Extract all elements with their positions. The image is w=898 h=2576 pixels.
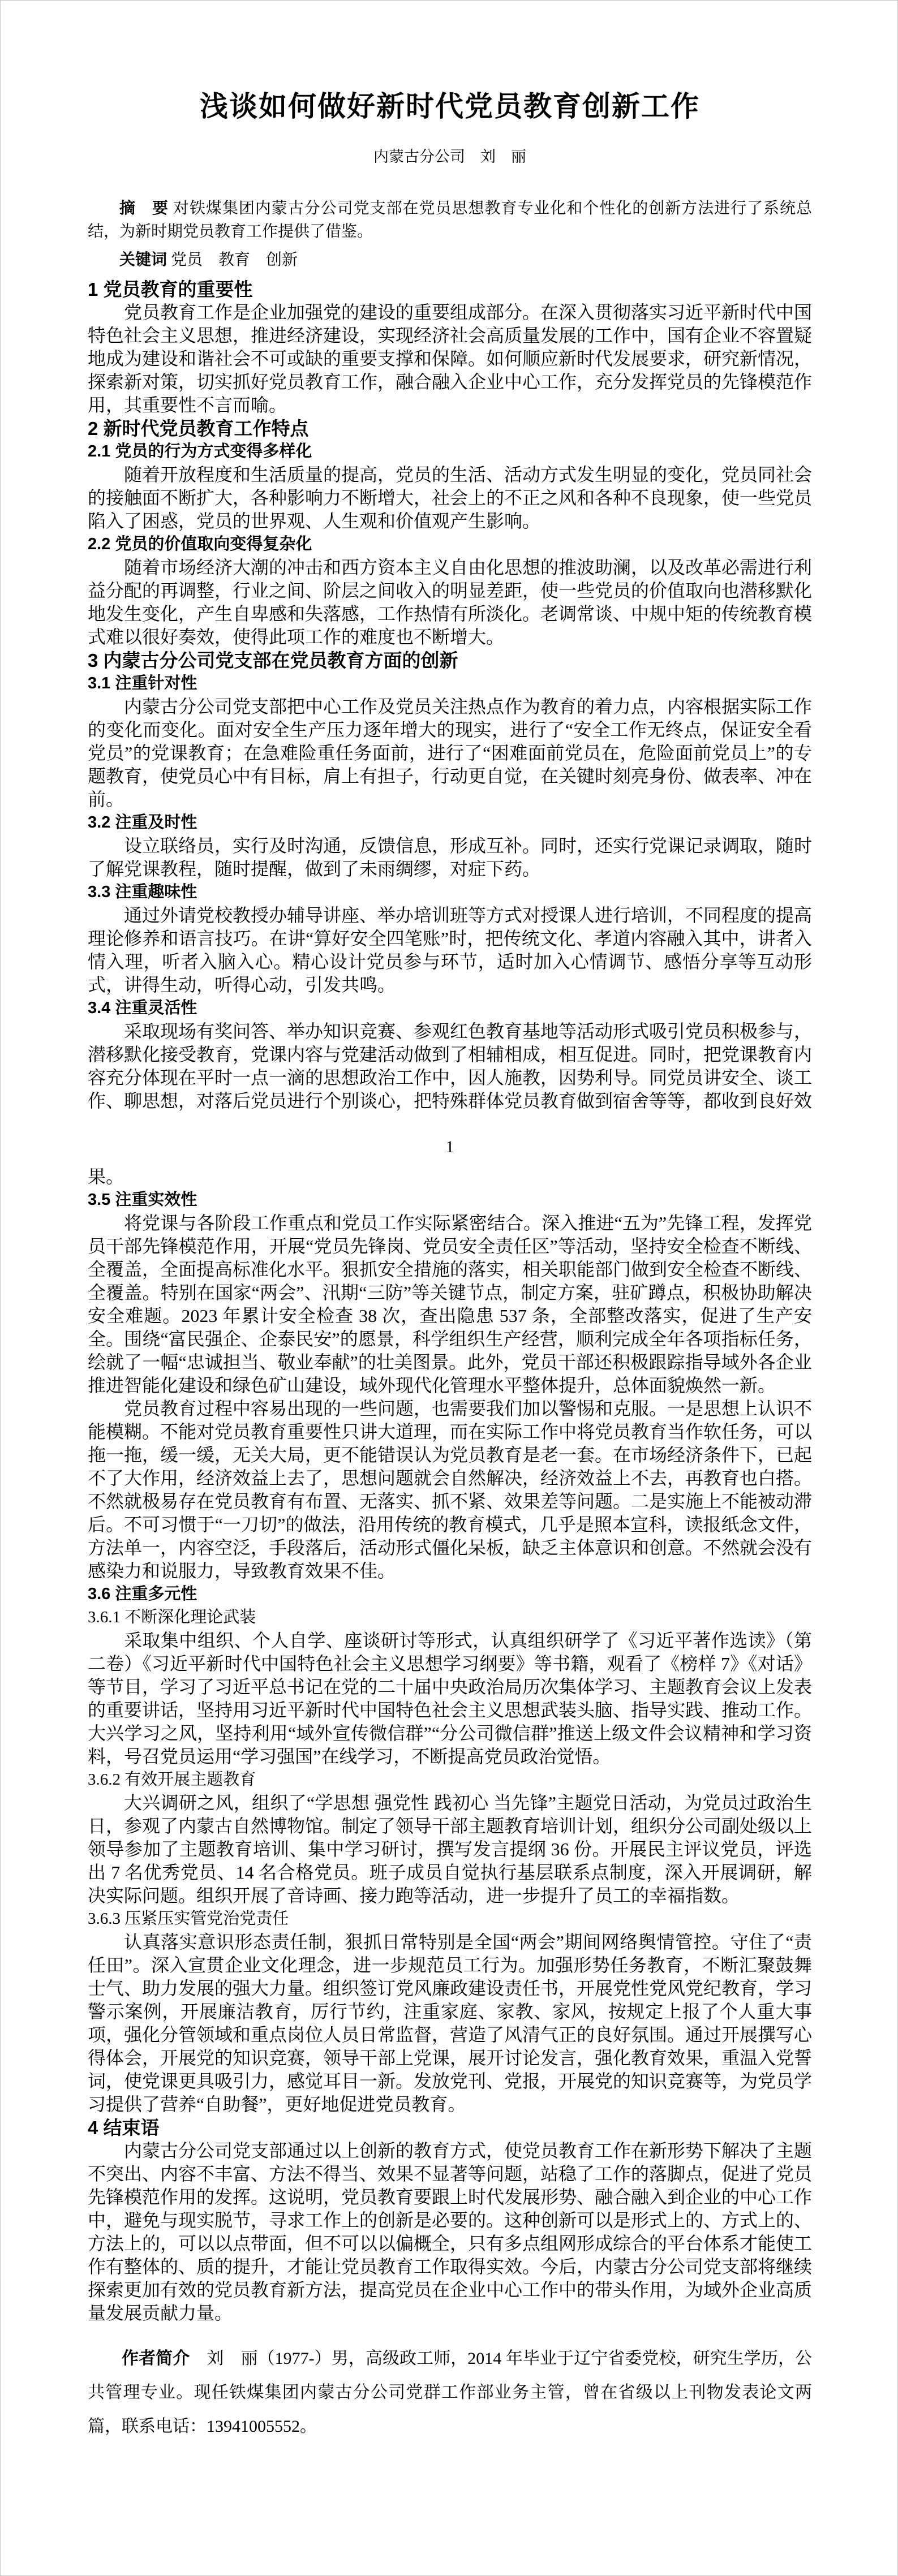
keywords: [88, 248, 812, 272]
page-number: 1: [445, 1138, 454, 1156]
section-heading: 2 新时代党员教育工作特点: [88, 418, 309, 439]
author-bio-label: 作者简介: [122, 2349, 190, 2368]
body-paragraph: 随着开放程度和生活质量的提高，党员的生活、活动方式发生明显的变化，党员同社会的接触面不断扩大，各种影响力不断增大，社会上的不正之风和各种不良现象，使一些党员陷入了困惑，党员的世界观、人生观和价值观产生影响。: [88, 464, 813, 531]
section-heading: 3 内蒙古分公司党支部在党员教育方面的创新: [88, 650, 458, 671]
subsubsection-heading: 3.6.3 压紧压实管党治党责任: [88, 1910, 289, 1928]
keywords-text: 党员 教育 创新: [171, 251, 298, 269]
subsubsection-heading: 3.6.1 不断深化理论武装: [88, 1608, 256, 1626]
body-paragraph: 通过外请党校教授办辅导讲座、举办培训班等方式对授课人进行培训，不同程度的提高理论修养和语言技巧。在讲“算好安全四笔账”时，把传统文化、孝道内容融入其中，讲者入情入理，听者入脑入心。精心设计党员参与环节，适时加入心情调节、感悟分享等互动形式，讲得生动，听得心动，引发共鸣。: [88, 905, 813, 995]
document-body: [88, 278, 812, 2444]
body-paragraph: 设立联络员，实行及时沟通，反馈信息，形成互补。同时，还实行党课记录调取，随时了解党课教程，随时提醒，做到了未雨绸缪，对症下药。: [88, 835, 813, 879]
subsection-heading: 2.2 党员的价值取向变得复杂化: [88, 535, 312, 553]
body-paragraph: 内蒙古分公司党支部把中心工作及党员关注热点作为教育的着力点，内容根据实际工作的变化而变化。面对安全生产压力逐年增大的现实，进行了“安全工作无终点，保证安全看党员”的党课教育；在急难险重任务面前，进行了“困难面前党员在，危险面前党员上”的专题教育，使党员心中有目标，肩上有担子，行动更自觉，在关键时刻亮身份、做表率、冲在前。: [88, 696, 813, 809]
section-heading: 1 党员教育的重要性: [88, 279, 253, 300]
body-paragraph-continuation: 果。: [88, 1166, 124, 1187]
subsection-heading: 3.1 注重针对性: [88, 674, 197, 692]
subsection-heading: 3.3 注重趣味性: [88, 883, 197, 901]
subsection-heading: 3.6 注重多元性: [88, 1585, 197, 1603]
body-paragraph: 将党课与各阶段工作重点和党员工作实际紧密结合。深入推进“五为”先锋工程，发挥党员干部先锋模范作用，开展“党员先锋岗、党员安全责任区”等活动，坚持安全检查不断线、全覆盖，全面提高标准化水平。狠抓安全措施的落实，相关职能部门做到安全检查不断线、全覆盖。特别在国家“两会”、汛期“三防”等关键节点，制定方案，驻矿蹲点，积极协助解决安全难题。2023 年累计安全检查 38 次，查出隐患 537 条，全部整改落实，促进了生产安全。围绕“富民强企、企泰民安”的愿景，科学组织生产经营，顺利完成全年各项指标任务，绘就了一幅“忠诚担当、敬业奉献”的壮美图景。此外，党员干部还积极跟踪指导域外各企业推进智能化建设和绿色矿山建设，域外现代化管理水平整体提升，总体面貌焕然一新。: [88, 1213, 813, 1395]
subsection-heading: 3.4 注重灵活性: [88, 999, 197, 1017]
section-heading: 4 结束语: [88, 2117, 160, 2138]
body-paragraph: 采取现场有奖问答、举办知识竞赛、参观红色教育基地等活动形式吸引党员积极参与，潜移默化接受教育，党课内容与党建活动做到了相辅相成，相互促进。同时，把党课教育内容充分体现在平时一点一滴的思想政治工作中，因人施教，因势利导。同党员讲安全、谈工作、聊思想，对落后党员进行个别谈心，把特殊群体党员教育做到宿舍等等，都收到良好效: [88, 1021, 813, 1111]
abstract-text: 对铁煤集团内蒙古分公司党支部在党员思想教育专业化和个性化的创新方法进行了系统总结，为新时期党员教育工作提供了借鉴。: [88, 200, 812, 240]
body-paragraph: 认真落实意识形态责任制，狠抓日常特别是全国“两会”期间网络舆情管控。守住了“责任田”。深入宣贯企业文化理念，进一步规范员工行为。加强形势任务教育，不断汇聚鼓舞士气、助力发展的强大力量。组织签订党风廉政建设责任书，开展党性党风党纪教育，学习警示案例，开展廉洁教育，厉行节约，注重家庭、家教、家风，按规定上报了个人重大事项，强化分管领域和重点岗位人员日常监督，营造了风清气正的良好氛围。通过开展撰写心得体会，开展党的知识竞赛，领导干部上党课，展开讨论发言，强化教育效果，重温入党誓词，使党课更具吸引力，感觉耳目一新。发放党刊、党报，开展党的知识竞赛等，为党员学习提供了营养“自助餐”，更好地促进党员教育。: [88, 1932, 813, 2114]
page-title: 浅谈如何做好新时代党员教育创新工作: [200, 91, 700, 122]
subsection-heading: 3.5 注重实效性: [88, 1191, 197, 1209]
body-paragraph: 内蒙古分公司党支部通过以上创新的教育方式，使党员教育工作在新形势下解决了主题不突出、内容不丰富、方法不得当、效果不显著等问题，站稳了工作的落脚点，促进了党员先锋模范作用的发挥。这说明，党员教育要跟上时代发展形势、融合融入到企业的中心工作中，避免与现实脱节，寻求工作上的创新是必要的。这种创新可以是形式上的、方式上的、方法上的，可以以点带面，但不可以以偏概全，只有多点组网形成综合的平台体系才能使工作有整体的、质的提升，才能让党员教育工作取得实效。今后，内蒙古分公司党支部将继续探索更加有效的党员教育新方法，提高党员在企业中心工作中的带头作用，为域外企业高质量发展贡献力量。: [88, 2140, 813, 2323]
body-paragraph: 大兴调研之风，组织了“学思想 强党性 践初心 当先锋”主题党日活动，为党员过政治生日，参观了内蒙古自然博物馆。制定了领导干部主题教育培训计划，组织分公司副处级以上领导参加了主题教育培训、集中学习研讨，撰写发言提纲 36 份。开展民主评议党员，评选出 7 名优秀党员、14 名合格党员。班子成员自觉执行基层联系点制度，深入开展调研，解决实际问题。组织开展了音诗画、接力跑等活动，进一步提升了员工的幸福指数。: [88, 1793, 813, 1906]
body-paragraph: 党员教育工作是企业加强党的建设的重要组成部分。在深入贯彻落实习近平新时代中国特色社会主义思想，推进经济建设，实现经济社会高质量发展的工作中，国有企业不容置疑地成为建设和谐社会不可或缺的重要支撑和保障。如何顺应新时代发展要求，研究新情况，探索新对策，切实抓好党员教育工作，融合融入企业中心工作，充分发挥党员的先锋模范作用，其重要性不言而喻。: [88, 302, 813, 415]
subsection-heading: 2.1 党员的行为方式变得多样化: [88, 442, 312, 460]
author-bio: [88, 2342, 812, 2444]
author-byline: 内蒙古分公司 刘 丽: [373, 148, 526, 165]
abstract: [88, 196, 812, 243]
body-paragraph: 采取集中组织、个人自学、座谈研讨等形式，认真组织研学了《习近平著作选读》（第二卷）《习近平新时代中国特色社会主义思想学习纲要》等书籍，观看了《榜样 7》《对话》等节目，学习了习近平总书记在党的二十届中央政治局历次集体学习、主题教育会议上发表的重要讲话，坚持用习近平新时代中国特色社会主义思想武装头脑、指导实践、推动工作。大兴学习之风，坚持利用“域外宣传微信群”“分公司微信群”推送上级文件会议精神和学习资料，号召党员运用“学习强国”在线学习，不断提高党员政治觉悟。: [88, 1630, 813, 1767]
author-bio-text: 刘 丽（1977-）男，高级政工师，2014 年毕业于辽宁省委党校，研究生学历，公共管理专业。现任铁煤集团内蒙古分公司党群工作部业务主管，曾在省级以上刊物发表论文两篇，联系电话：13941005552。: [88, 2349, 813, 2436]
subsubsection-heading: 3.6.2 有效开展主题教育: [88, 1771, 256, 1789]
body-paragraph: 党员教育过程中容易出现的一些问题，也需要我们加以警惕和克服。一是思想上认识不能模糊。不能对党员教育重要性只讲大道理，而在实际工作中将党员教育当作软任务，可以拖一拖，缓一缓，无关大局，更不能错误认为党员教育是老一套。在市场经济条件下，已起不了大作用，经济效益上去了，思想问题就会自然解决，经济效益上不去，再教育也白搭。不然就极易存在党员教育有布置、无落实、抓不紧、效果差等问题。二是实施上不能被动滞后。不可习惯于“一刀切”的做法，沿用传统的教育模式，几乎是照本宣科，读报纸念文件，方法单一，内容空泛，手段落后，活动形式僵化呆板，缺乏主体意识和创意。不然就会没有感染力和说服力，导致教育效果不佳。: [88, 1398, 813, 1581]
abstract-label: 摘 要: [119, 199, 169, 217]
keywords-label: 关键词: [119, 251, 167, 268]
subsection-heading: 3.2 注重及时性: [88, 813, 197, 832]
body-paragraph: 随着市场经济大潮的冲击和西方资本主义自由化思想的推波助澜，以及改革必需进行利益分配的再调整，行业之间、阶层之间收入的明显差距，使一些党员的价值取向也潜移默化地发生变化，产生自卑感和失落感，工作热情有所淡化。老调常谈、中规中矩的传统教育模式难以很好奏效，使得此项工作的难度也不断增大。: [88, 557, 813, 647]
